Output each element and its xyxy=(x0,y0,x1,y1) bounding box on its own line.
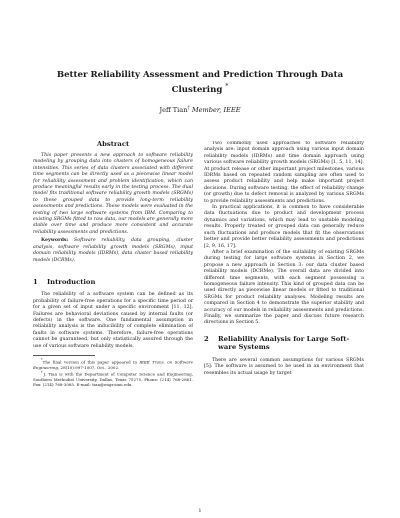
author-footnote-mark: † xyxy=(187,106,190,111)
right-paragraph-4: There are several common assumptions for various SRGMs [5]: The software is assumed to be used in an environment that resembles its actual usage by target xyxy=(204,357,364,376)
footnote-1-journal: IEEE Trans. on Software Engineering xyxy=(33,359,193,370)
author-line xyxy=(30,105,370,114)
author-name: Jeff Tian xyxy=(159,106,188,115)
section-2-title-line-2: ware Systems xyxy=(218,343,270,352)
footnote-rule xyxy=(33,355,95,356)
page-number: 1 xyxy=(198,508,202,514)
keywords-label: Keywords: xyxy=(41,238,69,244)
footnote-1-pre: The final version of this paper appeared in xyxy=(42,359,140,365)
keywords-paragraph xyxy=(33,238,193,264)
section-2-heading xyxy=(204,335,364,352)
footnotes xyxy=(33,358,193,388)
footnote-1-mark: * xyxy=(41,358,43,363)
left-column xyxy=(33,140,193,388)
abstract-block xyxy=(33,140,193,264)
footnote-2 xyxy=(33,370,193,388)
footnote-2-mark: † xyxy=(41,370,44,375)
section-2-title-line-1: Reliability Analysis for Large Soft- xyxy=(218,334,350,343)
keywords-text: Software reliability, data grouping, cluster analysis, software reliability growth models (SRGMs), input domain reliability models (IDRMs), data cluster based reliability models (DCRMs). xyxy=(33,238,193,263)
section-1-title: Introduction xyxy=(47,277,96,286)
footnote-1-post: , 28(10):997-1007, Oct., 2002. xyxy=(57,364,120,370)
section-2-number: 2 xyxy=(204,334,209,343)
section-2-title xyxy=(218,335,349,352)
section-1-heading xyxy=(33,278,193,287)
footnote-1 xyxy=(33,358,193,370)
paper-title xyxy=(30,69,370,96)
right-paragraph-1: Two commonly used approaches to software reliability analysis are: input domain approach using various input domain reliability models (IDRMs) and time domain approach using various software reliability growth models (SRGMs) [1, 5, 11, 14]. At product release or other important project milestones, various IDRMs based on repeated random sampling are often used to assess product reliability and help make important project decisions. During software testing, the effect of reliability change (or growth) due to defect removal is analyzed by various SRGMs to provide reliability assessments and predictions. xyxy=(204,141,364,204)
abstract-text: This paper presents a new approach to software reliability modeling by grouping data into clusters of homogeneous failure intensities. This series of data clusters associated with different time segments can be directly used as a piecewise linear model for reliability assessment and problem identification, which can produce meaningful results early in the testing process. The dual model fits traditional software reliability growth models (SRGMs) to these grouped data to provide long-term reliability assessments and predictions. These models were evaluated in the testing of two large software systems from IBM. Comparing to existing SRGMs fitted to raw data, our models are generally more stable over time and produce more consistent and accurate reliability assessments and predictions. xyxy=(33,153,193,235)
title-line-2: Clustering xyxy=(171,84,223,95)
intro-paragraph: The reliability of a software system can be defined as its probability of failure-free operations for a specific time period or for a given set of input under a specific environment [11, 12]. Failures are behavioral deviations caused by internal faults (or defects) in the software. One fundamental assumption in reliability analysis is the inducibility of complete elimination of faults in software systems. Therefore, failure-free operations cannot be guaranteed, but only statistically assured through the use of various software reliability models. xyxy=(33,292,193,349)
right-column xyxy=(204,141,364,377)
title-line-1: Better Reliability Assessment and Prediction Through Data xyxy=(56,70,344,80)
title-footnote-mark: * xyxy=(225,83,229,90)
footnote-2-text: J. Tian is with the Department of Computer Science and Engineering, Southern Methodist University, Dallas, Texas 75275. Phone: (214) 768-2861. Fax: (214) 768-3085. E-mail: tian@engr.smu.edu. xyxy=(33,371,193,388)
author-role: Member, IEEE xyxy=(191,106,241,115)
right-paragraph-2: In practical applications, it is common to have considerable data fluctuations due to product and development process dynamics and variations, which may lead to unstable modeling results. Properly treated or grouped data can generally reduce such fluctuations and produce models that fit the observations better and provide better reliability assessments and predictions [2, 9, 16, 17]. xyxy=(204,205,364,249)
right-paragraph-3: After a brief examination of the suitability of existing SRGMs during testing for large software systems in Section 2, we propose a new approach in Section 3: our data cluster based reliability models (DCRMe). The overall data are divided into different time segments, with each segment possessing a homogeneous failure intensity. This kind of grouped data can be used directly as piecewise linear models or fitted to traditional SRGMs for product reliability analyses. Modeling results are compared in Section 4 to demonstrate the superior stability and accuracy of our models in reliability assessments and predictions. Finally, we summarize the paper and discuss future research directions in Section 5. xyxy=(204,249,364,326)
abstract-heading: Abstract xyxy=(96,140,130,148)
section-1-number: 1 xyxy=(33,277,38,286)
